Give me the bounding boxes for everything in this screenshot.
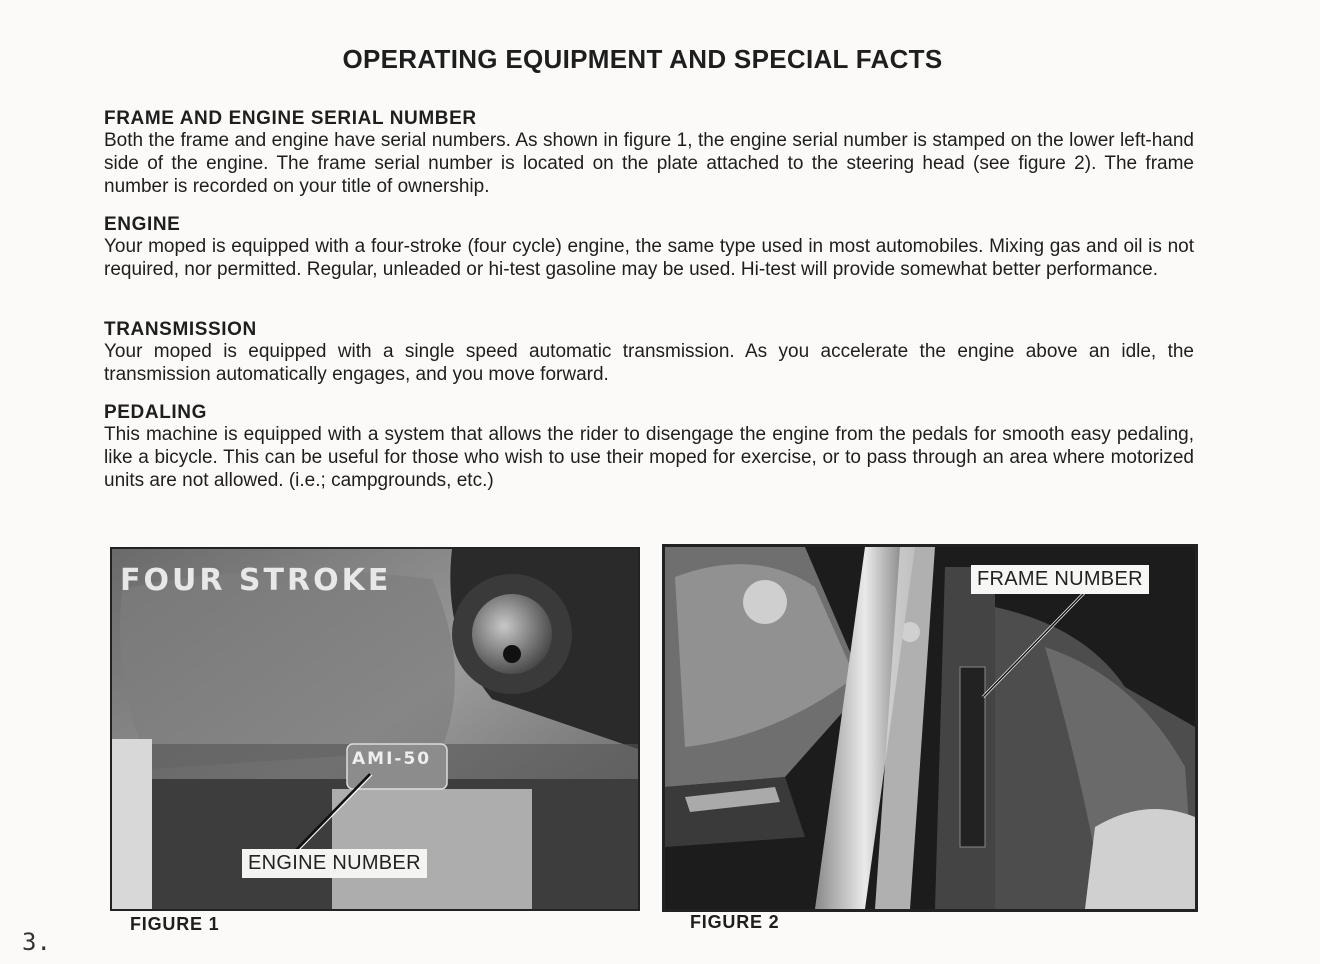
section-body: Your moped is equipped with a four-stroke (four cycle) engine, the same type used in most automobiles. Mixing gas and oil is not required, nor permitted. Regular, unleaded or hi-test gasoline may be used. Hi-test will provide somewhat better performance. [104,236,1194,280]
page-number: 3. [22,928,51,956]
page-title: OPERATING EQUIPMENT AND SPECIAL FACTS [342,44,943,74]
section-transmission [104,319,1194,386]
four-stroke-embossed-text: FOUR STROKE [120,563,392,598]
section-body: Both the frame and engine have serial numbers. As shown in figure 1, the engine serial number is stamped on the lower left-hand side of the engine. The frame serial number is located on the plate attached to the steering head (see figure 2). The frame number is recorded on your title of ownership. [104,130,1194,197]
section-heading: ENGINE [104,214,181,235]
section-body: This machine is equipped with a system that allows the rider to disengage the engine from the pedals for smooth easy pedaling, like a bicycle. This can be useful for those who wish to use their moped for exercise, or to pass through an area where motorized units are not allowed. (i.e.; campgrounds, etc.) [104,424,1194,491]
section-pedaling [104,402,1194,492]
figure-1-caption: FIGURE 1 [130,914,220,934]
section-heading: TRANSMISSION [104,319,257,340]
section-body: Your moped is equipped with a single speed automatic transmission. As you accelerate the engine above an idle, the transmission automatically engages, and you move forward. [104,341,1194,385]
section-serial-number [104,108,1194,198]
frame-number-callout: FRAME NUMBER [971,565,1149,594]
figure-2-caption: FIGURE 2 [690,912,780,932]
section-heading: FRAME AND ENGINE SERIAL NUMBER [104,108,477,129]
figure-2-photo [662,544,1198,912]
section-heading: PEDALING [104,402,207,423]
figure-1-photo [110,547,640,911]
section-engine [104,214,1194,281]
engine-plate-text: AMI-50 [352,749,432,769]
engine-number-callout: ENGINE NUMBER [242,849,427,878]
